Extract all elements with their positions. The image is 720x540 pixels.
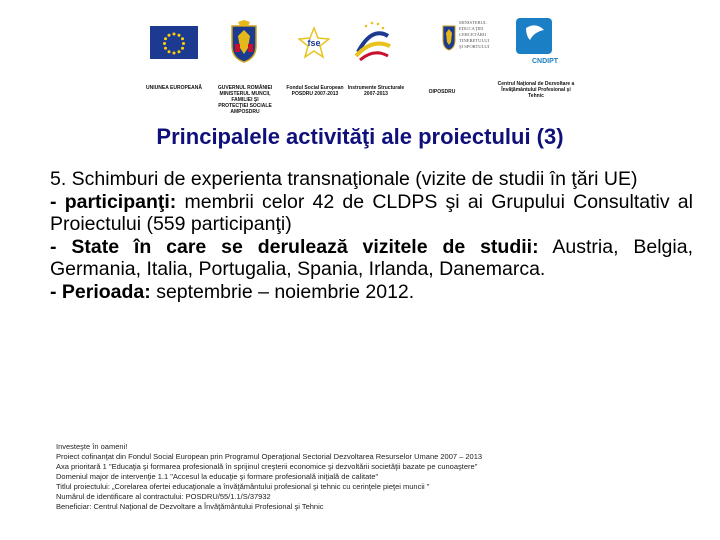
period-text: septembrie – noiembrie 2012. [150, 280, 415, 303]
period-label: - Perioada: [50, 280, 151, 303]
slide-title: Principalele activităţi ale proiectului (3) [156, 124, 564, 149]
footer-line: Axa prioritară 1 "Educaţia şi formarea profesională în sprijinul creşterii economice şi dezvoltării societăţii bazate pe cunoaştere" [56, 462, 478, 471]
countries-text: Austria, Belgia, Germania, Italia, Portugalia, Spania, Irlanda, Danemarca. [50, 235, 693, 280]
footer-line: Proiect cofinanţat din Fondul Social European prin Programul Operaţional Sectorial Dezvoltarea Resurselor Umane 2007 – 2013 [56, 452, 483, 461]
oiposdru-caption: OIPOSDRU [428, 89, 456, 95]
paragraph-countries [50, 236, 693, 281]
fse-caption [283, 85, 347, 97]
structural-instruments-caption-text: Instrumente Structurale 2007-2013 [347, 85, 405, 97]
fse-logo [298, 26, 330, 60]
paragraph-participants [50, 191, 693, 236]
eu-flag-logo [150, 26, 198, 59]
romania-coat-of-arms-logo [228, 20, 260, 64]
paragraph-period [50, 281, 693, 304]
participants-text: membrii celor 42 de CLDPS şi ai Grupului Consultativ al Proiectului (559 participanţi) [50, 190, 693, 235]
eu-caption: UNIUNEA EUROPEANĂ [146, 85, 202, 91]
footer-line: Numărul de identificare al contractului: POSDRU/55/1.1/S/37932 [56, 492, 271, 501]
participants-label: - participanţi: [50, 190, 177, 213]
cndipt-logo-text: CNDIPT [531, 58, 559, 65]
structural-instruments-logo [352, 18, 392, 64]
footer-line: Beneficiar: Centrul Naţional de Dezvoltare a Învăţământului Profesional şi Tehnic [56, 502, 324, 511]
government-caption-text: GUVERNUL ROMÂNIEI MINISTERUL MUNCII, FAMILIEI ŞI PROTECŢIEI SOCIALE AMPOSDRU [217, 85, 273, 115]
countries-label: - State în care se derulează vizitele de studii: [50, 235, 539, 258]
cndipt-caption [493, 81, 579, 99]
structural-instruments-caption [346, 85, 406, 97]
footer-line: Domeniul major de intervenţie 1.1 "Accesul la educaţie şi formare profesională iniţială de calitate" [56, 472, 379, 481]
fse-caption-text: Fondul Social European POSDRU 2007-2013 [286, 85, 344, 97]
ministry-education-logo [440, 18, 502, 62]
slide-body [50, 168, 693, 303]
ministry-logo-text: MINISTERUL EDUCAŢIEI CERCETĂRII TINERETULUI ŞI SPORTULUI [459, 20, 490, 49]
paragraph-exchanges: 5. Schimburi de experienta transnaţionale (vizite de studii în ţări UE) [50, 168, 638, 190]
fse-logo-text: fse [307, 38, 321, 48]
cndipt-caption-text: Centrul Naţional de Dezvoltare a Învăţământului Profesional şi Tehnic [497, 81, 575, 99]
cndipt-logo [512, 18, 566, 66]
footer-line: Titlul proiectului: „Corelarea ofertei educaţionale a învăţământului profesional şi tehnic cu cerinţele pieţei muncii " [56, 482, 430, 491]
project-footer [56, 442, 676, 512]
government-caption [212, 85, 278, 115]
footer-line: Investeşte în oameni! [56, 442, 128, 451]
